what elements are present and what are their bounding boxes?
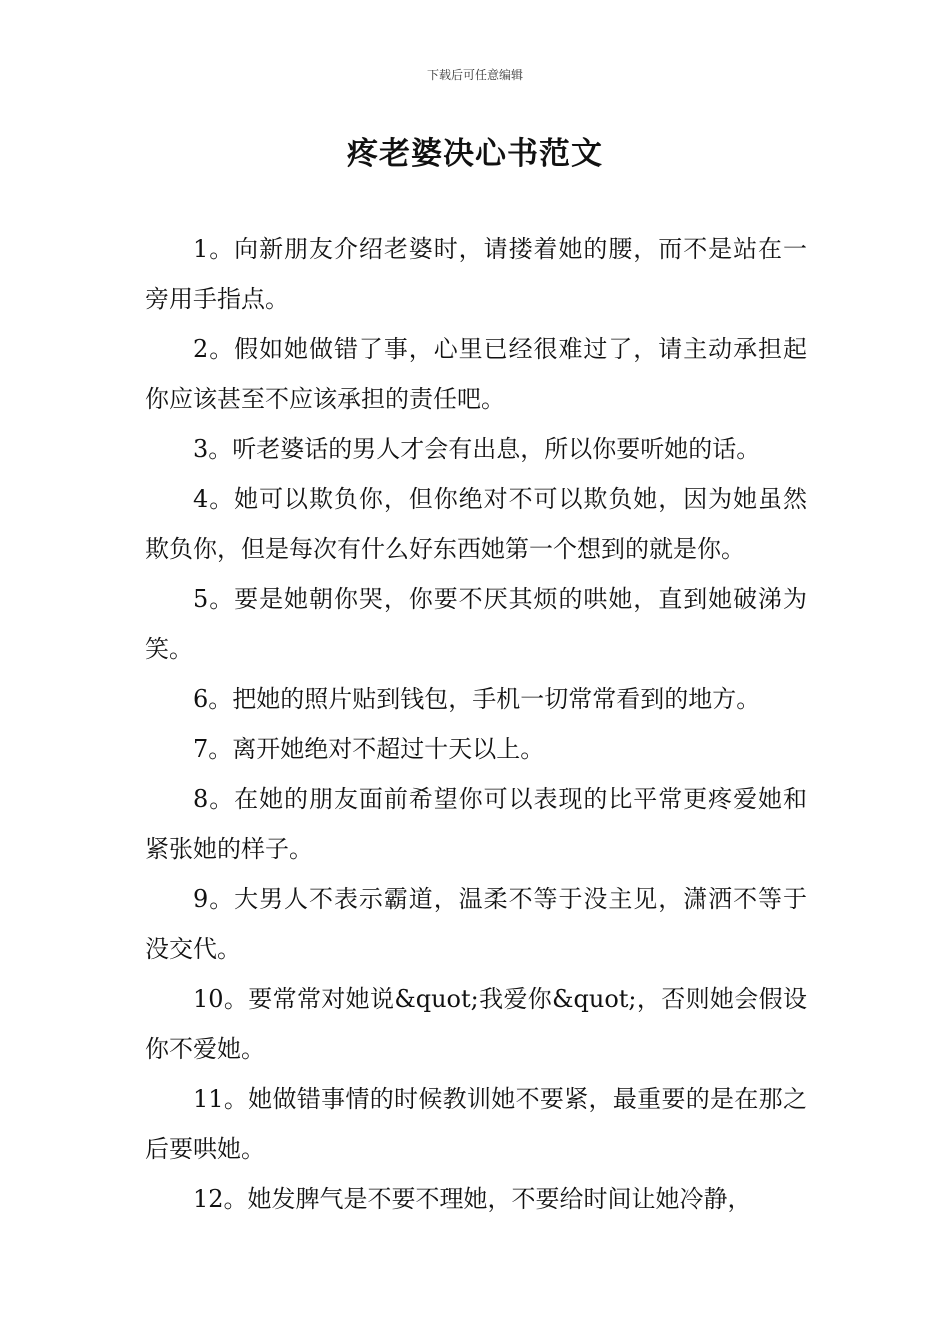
paragraph: 1。向新朋友介绍老婆时，请搂着她的腰，而不是站在一旁用手指点。	[145, 235, 807, 313]
paragraph: 6。把她的照片贴到钱包，手机一切常常看到的地方。	[193, 685, 761, 713]
page-title: 疼老婆决心书范文	[347, 136, 603, 172]
paragraph: 5。要是她朝你哭，你要不厌其烦的哄她，直到她破涕为笑。	[145, 585, 807, 663]
paragraph: 8。在她的朋友面前希望你可以表现的比平常更疼爱她和紧张她的样子。	[145, 785, 807, 863]
paragraph: 4。她可以欺负你，但你绝对不可以欺负她，因为她虽然欺负你，但是每次有什么好东西她第一个想到的就是你。	[145, 485, 807, 563]
paragraph: 3。听老婆话的男人才会有出息，所以你要听她的话。	[193, 435, 761, 463]
paragraph: 2。假如她做错了事，心里已经很难过了，请主动承担起你应该甚至不应该承担的责任吧。	[145, 335, 807, 413]
paragraph: 9。大男人不表示霸道，温柔不等于没主见，潇洒不等于没交代。	[145, 885, 807, 963]
paragraph: 12。她发脾气是不要不理她，不要给时间让她冷静，	[193, 1185, 752, 1213]
paragraph: 7。离开她绝对不超过十天以上。	[193, 735, 545, 763]
paragraph: 11。她做错事情的时候教训她不要紧，最重要的是在那之后要哄她。	[145, 1085, 807, 1163]
document-body	[145, 224, 807, 1224]
header-note: 下载后可任意编辑	[426, 68, 523, 82]
paragraph: 10。要常常对她说&quot;我爱你&quot;，否则她会假设你不爱她。	[145, 985, 807, 1063]
